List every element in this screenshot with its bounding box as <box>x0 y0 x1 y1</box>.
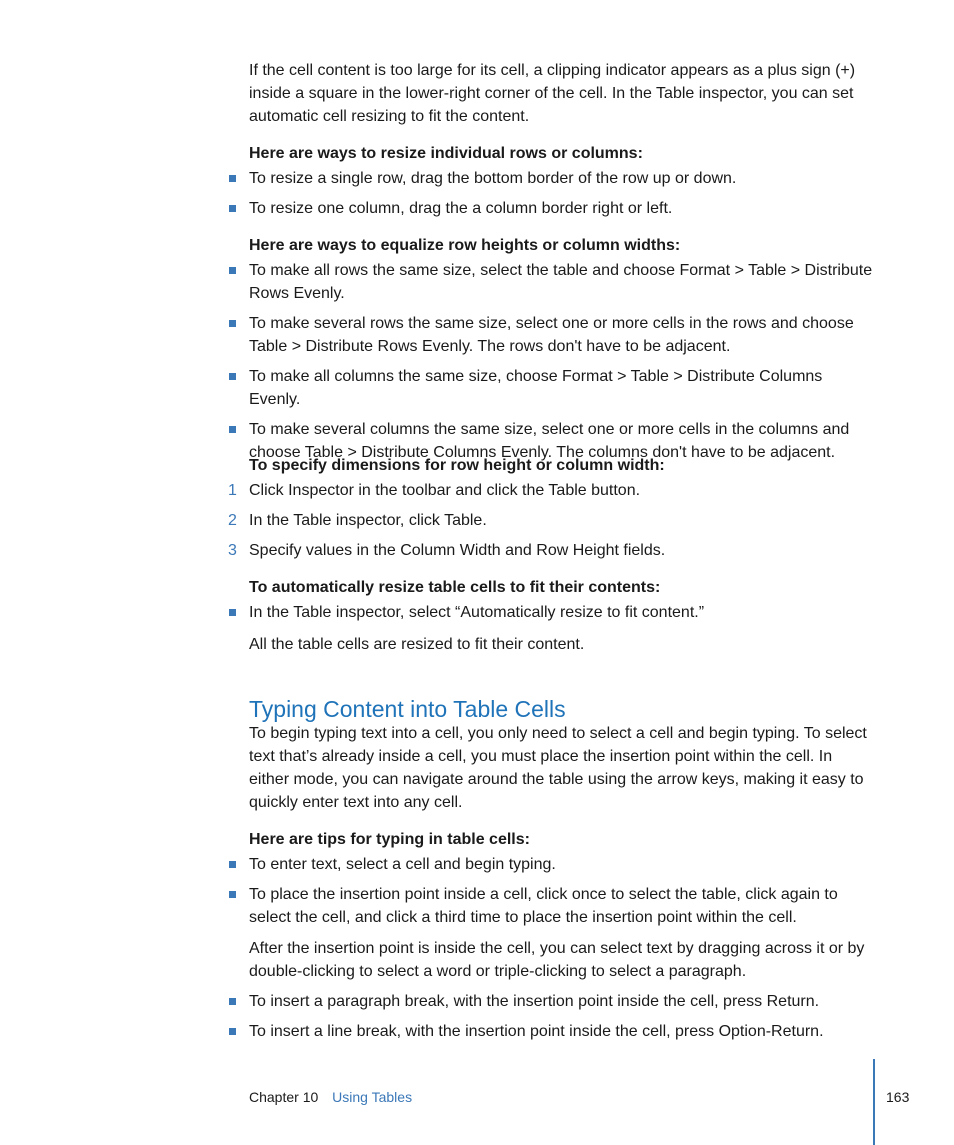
bullet-icon <box>229 373 236 380</box>
resize-heading: Here are ways to resize individual rows or columns: <box>249 145 643 162</box>
footer-divider <box>873 1059 875 1145</box>
tips-heading: Here are tips for typing in table cells: <box>249 831 530 848</box>
dimensions-heading: To specify dimensions for row height or column width: <box>249 457 665 474</box>
footer-chapter <box>249 1088 412 1106</box>
list-item: To place the insertion point inside a cell, click once to select the table, click again to select the cell, and click a third time to place the insertion point within the cell. <box>249 883 874 929</box>
typing-intro: To begin typing text into a cell, you only need to select a cell and begin typing. To select text that’s already inside a cell, you must place the insertion point within the cell. In either mode, you can navigate around the table using the arrow keys, making it easy to quickly enter text into any cell. <box>249 725 867 811</box>
list-item: To resize a single row, drag the bottom border of the row up or down. <box>249 167 874 190</box>
bullet-icon <box>229 1028 236 1035</box>
tip-note: After the insertion point is inside the cell, you can select text by dragging across it or by double-clicking to select a word or triple-clicking to select a paragraph. <box>249 940 865 980</box>
typing-section <box>249 722 874 1043</box>
step-item: 1 Click Inspector in the toolbar and click the Table button. <box>249 479 874 502</box>
list-item: To resize one column, drag the a column border right or left. <box>249 197 874 220</box>
chapter-title-link[interactable]: Using Tables <box>332 1089 413 1105</box>
step-number: 3 <box>228 542 237 559</box>
equalize-heading: Here are ways to equalize row heights or column widths: <box>249 237 681 254</box>
resize-section <box>249 142 874 220</box>
step-item: 2 In the Table inspector, click Table. <box>249 509 874 532</box>
bullet-icon <box>229 998 236 1005</box>
bullet-icon <box>229 320 236 327</box>
intro-paragraph <box>249 59 874 128</box>
chapter-label: Chapter 10 <box>249 1089 319 1105</box>
bullet-icon <box>229 205 236 212</box>
list-item: To make several columns the same size, select one or more cells in the columns and choose Table > Distribute Columns Evenly. The columns don't have to be adjacent. <box>249 418 874 464</box>
dimensions-section <box>228 454 874 562</box>
page-number: 163 <box>886 1089 910 1105</box>
bullet-icon <box>229 267 236 274</box>
section-title: Typing Content into Table Cells <box>249 696 566 722</box>
list-item: To make several rows the same size, select one or more cells in the rows and choose Table > Distribute Rows Evenly. The rows don't have to be adjacent. <box>249 312 874 358</box>
list-item: In the Table inspector, select “Automatically resize to fit content.” <box>249 601 874 624</box>
autoresize-heading: To automatically resize table cells to fit their contents: <box>249 579 661 596</box>
step-number: 2 <box>228 512 237 529</box>
step-number: 1 <box>228 482 237 499</box>
autoresize-result: All the table cells are resized to fit their content. <box>249 636 585 653</box>
bullet-icon <box>229 609 236 616</box>
bullet-icon <box>229 175 236 182</box>
list-item: To insert a line break, with the insertion point inside the cell, press Option-Return. <box>249 1020 874 1043</box>
list-item: To make all columns the same size, choose Format > Table > Distribute Columns Evenly. <box>249 365 874 411</box>
intro-text: If the cell content is too large for its cell, a clipping indicator appears as a plus sign (+) inside a square in the lower-right corner of the cell. In the Table inspector, you can set automatic cell resizing to fit the content. <box>249 62 856 125</box>
equalize-section <box>249 234 874 464</box>
autoresize-section <box>249 576 874 656</box>
bullet-icon <box>229 426 236 433</box>
list-item: To enter text, select a cell and begin typing. <box>249 853 874 876</box>
bullet-icon <box>229 861 236 868</box>
list-item: To insert a paragraph break, with the insertion point inside the cell, press Return. <box>249 990 874 1013</box>
step-item: 3 Specify values in the Column Width and Row Height fields. <box>249 539 874 562</box>
list-item: To make all rows the same size, select the table and choose Format > Table > Distribute Rows Evenly. <box>249 259 874 305</box>
bullet-icon <box>229 891 236 898</box>
